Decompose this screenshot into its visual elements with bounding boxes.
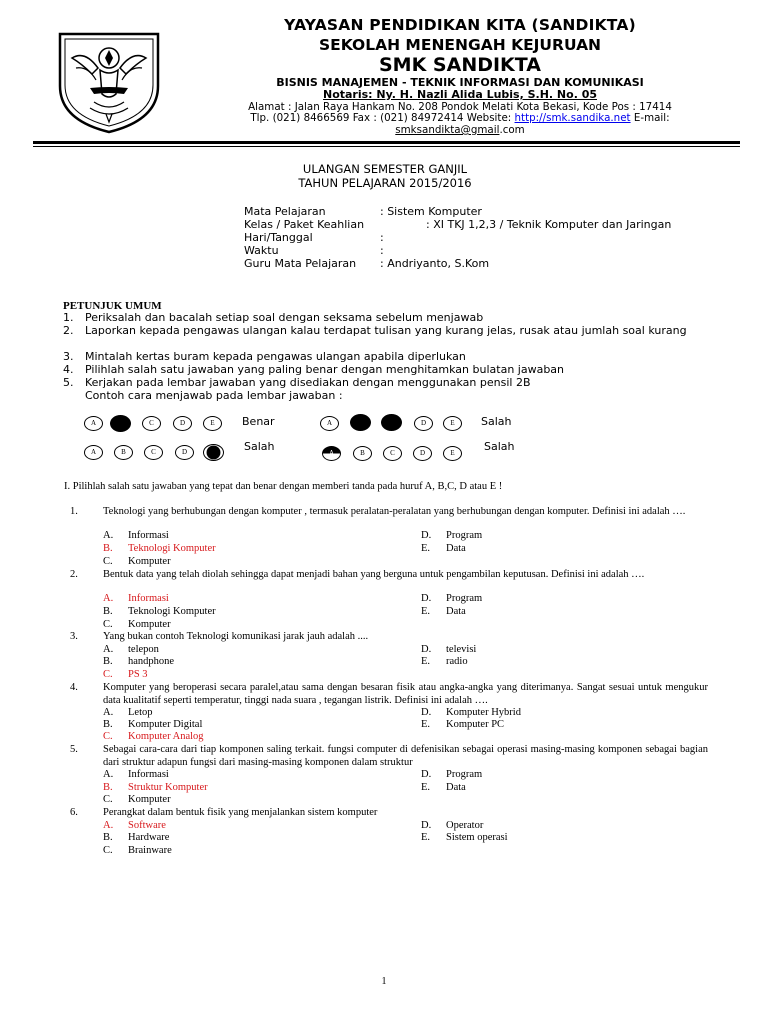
option-label: A. [103,593,114,604]
bubble-e: E [443,416,462,431]
label-salah: Salah [484,440,515,453]
header-divider-thin [33,146,740,147]
contact-line [180,113,740,123]
option-label: E. [421,719,431,730]
option-text: Komputer PC [446,719,505,730]
school-name: SMK SANDIKTA [379,54,541,76]
question-text: Teknologi yang berhubungan dengan komputer , termasuk peralatan-peralatan yang berhubungan dengan komputer. Definisi ini adalah …. [103,506,686,517]
bubble-b-filled [110,415,131,432]
email-label: E-mail: [630,112,670,124]
question-number: 5. [70,744,78,755]
option-label: C. [103,794,113,805]
bubble-a-crossed: A [322,446,341,461]
meta-value: : Sistem Komputer [380,205,482,218]
option-text: Software [128,820,166,831]
bubble-c-filled [381,414,402,431]
notary-info: Notaris: Ny. H. Nazli Alida Lubis, S.H. No. 05 [322,88,598,101]
option-label: D. [421,530,432,541]
bubble-e-circled [203,444,224,461]
option-text: Komputer Analog [128,731,204,742]
instruction-text: Kerjakan pada lembar jawaban yang disediakan dengan menggunakan pensil 2B [85,376,531,389]
email-line [180,125,740,135]
option-text: Komputer Digital [128,719,203,730]
option-text: Operator [446,820,484,831]
option-label: D. [421,769,432,780]
meta-key: Hari/Tanggal [244,231,313,244]
bubble-b: B [114,445,133,460]
bubble-e: E [203,416,222,431]
option-text: Data [446,543,466,554]
option-label: C. [103,556,113,567]
question-text: Komputer yang beroperasi secara paralel,atau sama dengan besaran fisik atau angka-angka yang diterimanya. Sangat sesuai untuk mengukur data kualitatif seperti temperatur, tinggi nada suara , tegangan listrik. Definisi ini adalah …. [103,682,708,706]
option-text: radio [446,656,468,667]
option-label: A. [103,707,114,718]
option-label: B. [103,782,113,793]
option-text: telepon [128,644,159,655]
instructions-title: PETUNJUK UMUM [63,300,162,312]
example-caption-text: Contoh cara menjawab pada lembar jawaban : [85,389,343,402]
option-label: D. [421,707,432,718]
question-text: Sebagai cara-cara dari tiap komponen saling terkait. fungsi computer di defenisikan sebagai operasi masing-masing komponen sebagai bagian dari struktur adapun fungsi dari masing-masing komponen dalam struktur [103,744,708,768]
label-salah: Salah [244,440,275,453]
question-number: 2. [70,569,78,580]
option-text: PS 3 [128,669,148,680]
instruction-text: Periksalah dan bacalah setiap soal dengan seksama sebelum menjawab [85,311,484,324]
school-address: Alamat : Jalan Raya Hankam No. 208 Pondok Melati Kota Bekasi, Kode Pos : 17414 [248,101,672,113]
bubble-b: B [353,446,372,461]
bubble-c: C [142,416,161,431]
option-label: B. [103,543,113,554]
question-number: 3. [70,631,78,642]
header-divider-thick [33,141,740,144]
option-label: D. [421,820,432,831]
question-number: 4. [70,682,78,693]
bubble-c: C [383,446,402,461]
option-text: Data [446,606,466,617]
bubble-a: A [84,445,103,460]
meta-key: Guru Mata Pelajaran [244,257,357,270]
bubble-a: A [84,416,103,431]
bubble-c: C [144,445,163,460]
question-text: Bentuk data yang telah diolah sehingga dapat menjadi bahan yang berguna untuk pengambilan keputusan. Definisi ini adalah …. [103,569,645,580]
question-text: Perangkat dalam bentuk fisik yang menjalankan sistem komputer [103,807,378,818]
option-label: E. [421,543,431,554]
section-heading: I. Pilihlah salah satu jawaban yang tepat dan benar dengan memberi tanda pada huruf A, B,C, D atau E ! [64,481,503,492]
meta-value: : [380,244,384,257]
instruction-number: 1. [63,311,74,324]
option-text: Komputer [128,619,171,630]
option-label: A. [103,530,114,541]
option-label: A. [103,769,114,780]
option-text: Data [446,782,466,793]
option-text: Informasi [128,530,169,541]
option-text: handphone [128,656,175,667]
exam-year: TAHUN PELAJARAN 2015/2016 [298,176,472,190]
school-programs: BISNIS MANAJEMEN - TEKNIK INFORMASI DAN KOMUNIKASI [276,76,644,89]
bubble-d: D [173,416,192,431]
label-benar: Benar [242,415,275,428]
instruction-number: 5. [63,376,74,389]
option-label: B. [103,832,113,843]
option-text: televisi [446,644,477,655]
instruction-text: Laporkan kepada pengawas ulangan kalau terdapat tulisan yang kurang jelas, rusak atau jumlah soal kurang [85,324,687,337]
option-label: D. [421,644,432,655]
foundation-name: YAYASAN PENDIDIKAN KITA (SANDIKTA) [284,16,636,34]
option-label: B. [103,719,113,730]
question-number: 6. [70,807,78,818]
option-text: Komputer [128,556,171,567]
instruction-number: 3. [63,350,74,363]
bubble-d: D [413,446,432,461]
option-text: Struktur Komputer [128,782,208,793]
exam-title: ULANGAN SEMESTER GANJIL [302,162,468,176]
bubble-a: A [320,416,339,431]
option-label: E. [421,832,431,843]
label-salah: Salah [481,415,512,428]
meta-value: : [380,231,384,244]
bubble-d: D [175,445,194,460]
option-text: Program [446,769,483,780]
website-link[interactable]: http://smk.sandika.net [514,112,631,124]
school-type: SEKOLAH MENENGAH KEJURUAN [318,36,602,54]
page-number: 1 [381,976,387,987]
option-label: A. [103,820,114,831]
option-label: C. [103,669,113,680]
option-text: Program [446,530,483,541]
option-label: B. [103,606,113,617]
option-label: C. [103,845,113,856]
meta-value: : XI TKJ 1,2,3 / Teknik Komputer dan Jaringan [426,218,672,231]
meta-key: Mata Pelajaran [244,205,326,218]
option-text: Hardware [128,832,170,843]
option-label: C. [103,731,113,742]
meta-key: Waktu [244,244,279,257]
instruction-text: Pilihlah salah satu jawaban yang paling benar dengan menghitamkan bulatan jawaban [85,363,565,376]
option-label: B. [103,656,113,667]
bubble-b-filled [350,414,371,431]
option-text: Brainware [128,845,172,856]
option-label: D. [421,593,432,604]
option-text: Teknologi Komputer [128,543,216,554]
option-text: Informasi [128,769,169,780]
instruction-number: 2. [63,324,74,337]
option-text: Komputer Hybrid [446,707,521,718]
option-text: Sistem operasi [446,832,508,843]
bubble-d: D [414,416,433,431]
option-label: A. [103,644,114,655]
school-logo [50,28,168,136]
option-text: Letop [128,707,153,718]
option-label: E. [421,606,431,617]
meta-key: Kelas / Paket Keahlian [244,218,365,231]
contact-phone-fax: Tlp. (021) 8466569 Fax : (021) 84972414 Website: [250,112,515,124]
email-link[interactable]: smksandikta@gmail [395,124,500,136]
option-label: E. [421,656,431,667]
bubble-e: E [443,446,462,461]
option-label: E. [421,782,431,793]
option-label: C. [103,619,113,630]
option-text: Informasi [128,593,169,604]
option-text: Komputer [128,794,171,805]
question-number: 1. [70,506,78,517]
question-text: Yang bukan contoh Teknologi komunikasi jarak jauh adalah .... [103,631,369,642]
email-domain: .com [499,124,525,136]
instruction-number: 4. [63,363,74,376]
option-text: Teknologi Komputer [128,606,216,617]
meta-value: : Andriyanto, S.Kom [380,257,490,270]
option-text: Program [446,593,483,604]
instruction-text: Mintalah kertas buram kepada pengawas ulangan apabila diperlukan [85,350,466,363]
